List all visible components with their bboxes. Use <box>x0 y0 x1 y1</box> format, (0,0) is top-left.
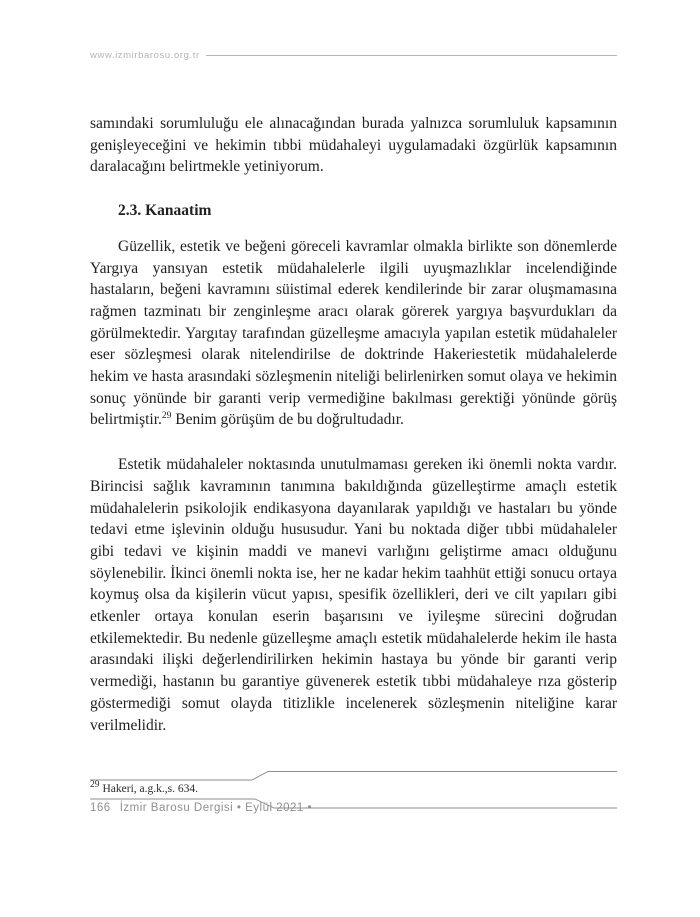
footer-journal-title: İzmir Barosu Dergisi • Eylül 2021 • <box>119 802 313 814</box>
body-text-block <box>90 113 617 736</box>
page-header <box>90 50 617 61</box>
header-rule-line <box>206 55 617 56</box>
footnote-separator-line <box>90 772 617 781</box>
footnote-ref-marker: 29 <box>161 411 172 422</box>
paragraph-2-continuation: Benim görüşüm de bu doğrultudadır. <box>171 411 404 429</box>
footnote <box>90 780 198 795</box>
paragraph-2-text: Güzellik, estetik ve beğeni göreceli kavramlar olmakla birlikte son dönemlerde Yargıya yansıyan estetik müdahalelerle ilgili uyuşmazlıklar incelendiğinde hastaların, beğeni kavramını süistimal ederek kendilerinde bir zarar oluşmamasına rağmen tazminatı bir zenginleşme aracı olarak görerek yargıya başvurdukları da görülmektedir. Yargıtay tarafından güzelleşme amacıyla yapılan estetik müdahaleler eser sözleşmesi olarak nitelendirilse de doktrinde Hakeriestetik müdahalelerde hekim ve hasta arasındaki sözleşmenin niteliği belirlenirken somut olaya ve hekimin sonuç yönünde bir garanti verip vermediğine bakılması gerektiği yönünde görüş belirtmiştir. <box>90 237 617 429</box>
paragraph-1: samındaki sorumluluğu ele alınacağından burada yalnızca sorumluluk kapsamının genişleyeceğini ve hekimin tıbbi müdahaleyi uygulamadaki özgürlük kapsamının daralacağını belirtmekle yetiniyorum. <box>90 115 617 176</box>
header-url: www.izmirbarosu.org.tr <box>90 50 200 61</box>
paragraph-3: Estetik müdahaleler noktasında unutulmaması gereken iki önemli nokta vardır. Birincisi sağlık kavramının tanımına bakıldığında güzelleştirme amaçlı estetik müdahalelerin psikolojik endikasyona dayanılarak yapıldığı ve hastaları bu yönde tedavi etme işlevinin olduğu hususudur. Yani bu noktada diğer tıbbi müdahaleler gibi tedavi ve kişinin maddi ve manevi varlığını geliştirme amacı olduğunu söylenebilir. İkinci önemli nokta ise, her ne kadar hekim taahhüt ettiği sonucu ortaya koymuş olsa da kişilerin vücut yapısı, spesifik özellikleri, deri ve cilt yapıları gibi etkenler ortaya konulan eserin başarısını ve iyileşme sürecini doğrudan etkilemektedir. Bu nedenle güzelleşme amaçlı estetik müdahalelerde hekim ile hasta arasındaki ilişki değerlendirilirken hekimin hastaya bu yönde bir garanti verip vermediği, hastanın bu garantiye güvenerek estetik tıbbi müdahaleye rıza gösterip göstermediği somut olayda titizlikle incelenerek sözleşmenin niteliğine karar verilmelidir. <box>90 456 617 734</box>
footer-page-number: 166 <box>90 802 111 814</box>
section-heading: 2.3. Kanaatim <box>118 202 212 220</box>
page-footer <box>90 802 312 814</box>
paragraph-2 <box>90 236 617 431</box>
footnote-text: Hakeri, a.g.k.,s. 634. <box>102 783 198 795</box>
footnote-number: 29 <box>90 780 100 791</box>
